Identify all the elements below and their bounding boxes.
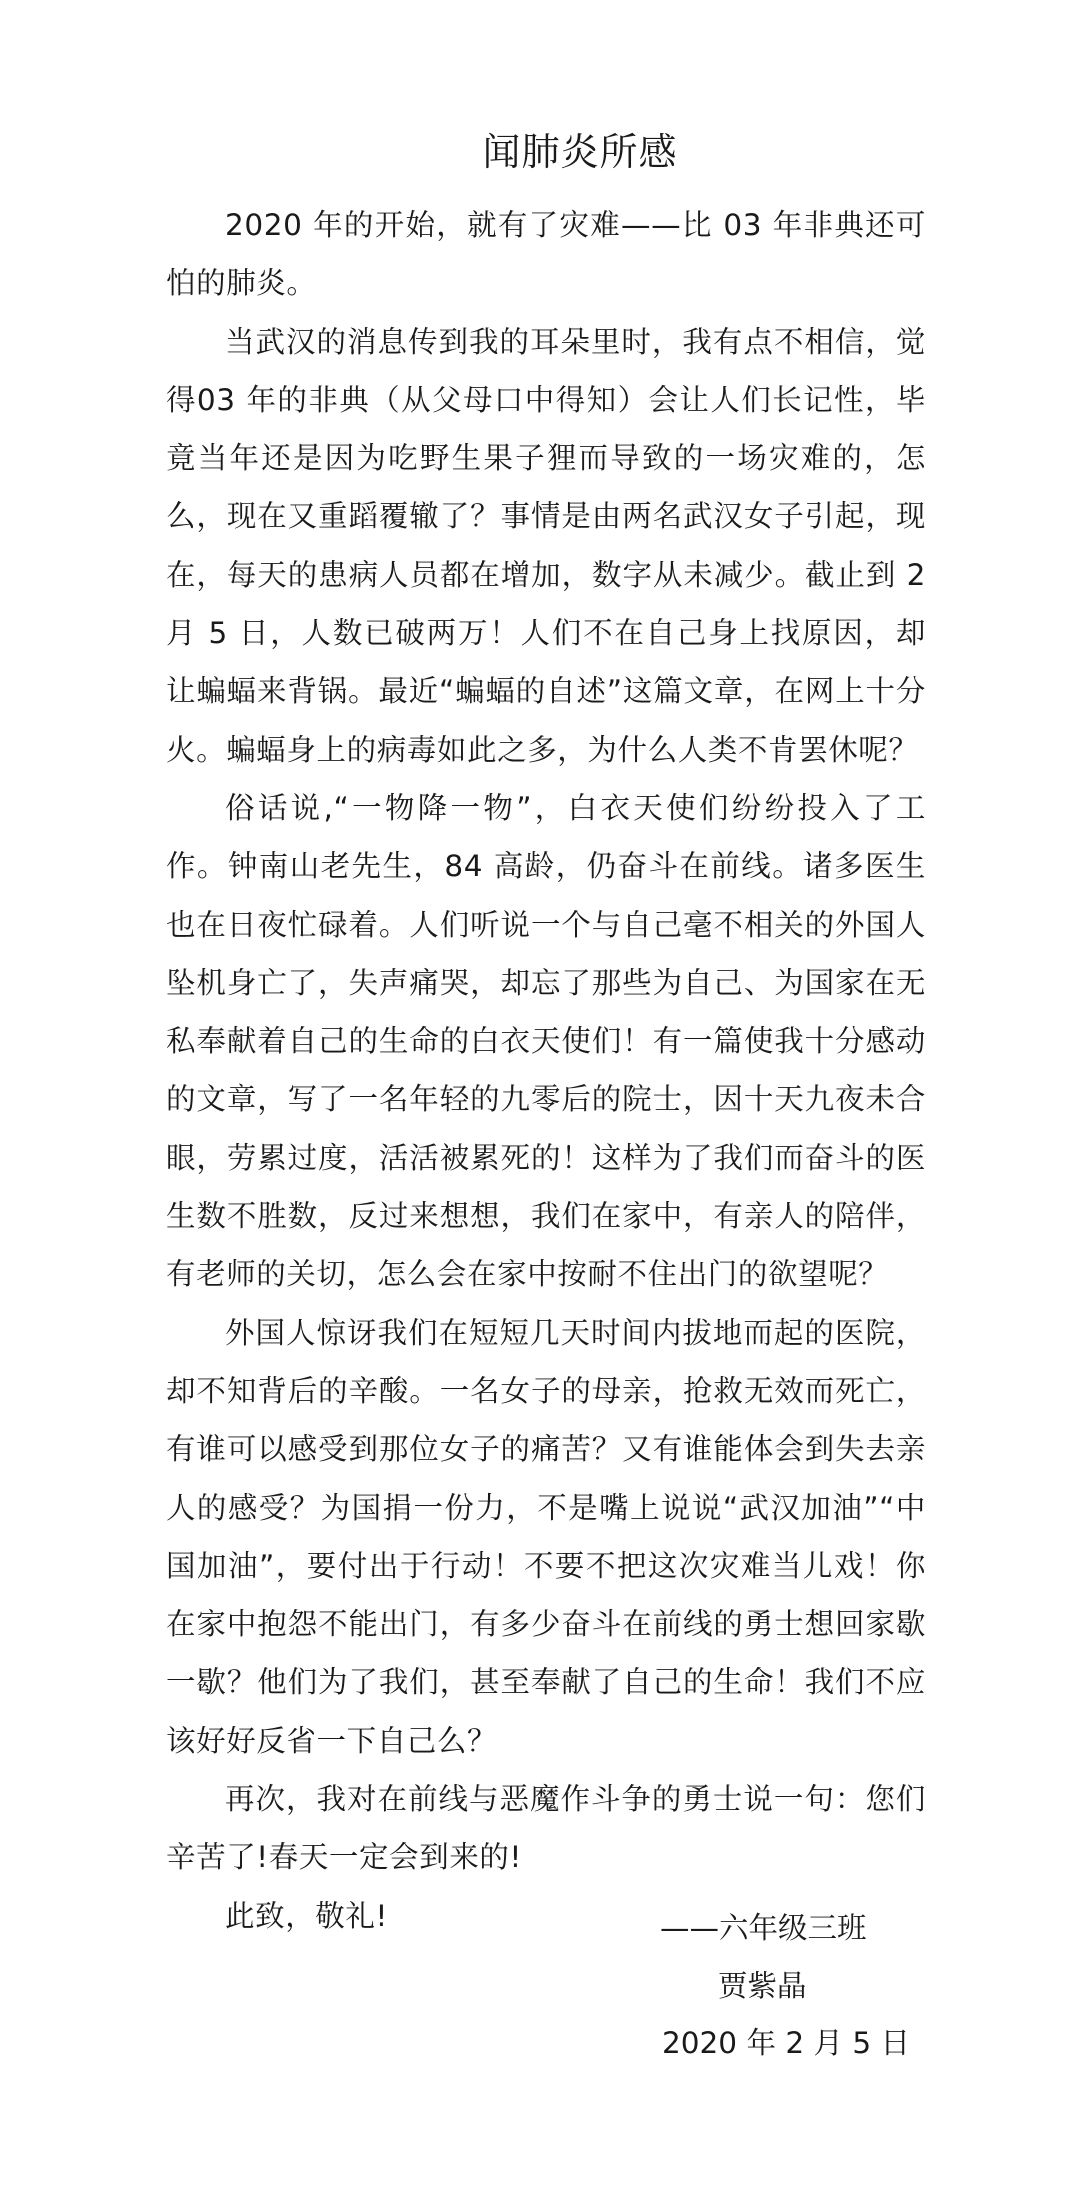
- paragraph: 外国人惊讶我们在短短几天时间内拔地而起的医院，却不知背后的辛酸。一名女子的母亲，抢救无效而死亡，有谁可以感受到那位女子的痛苦？又有谁能体会到失去亲人的感受？为国捐一份力，不是嘴上说说“武汉加油”“中国加油”，要付出于行动！不要不把这次灾难当儿戏！你在家中抱怨不能出门，有多少奋斗在前线的勇士想回家歇一歇？他们为了我们，甚至奉献了自己的生命！我们不应该好好反省一下自己么？: [166, 1315, 926, 1758]
- paragraph: 俗话说,“一物降一物”，白衣天使们纷纷投入了工作。钟南山老先生，84 高龄，仍奋斗在前线。诸多医生也在日夜忙碌着。人们听说一个与自己毫不相关的外国人坠机身亡了，失声痛哭，却忘了那些为自己、为国家在无私奉献着自己的生命的白衣天使们！有一篇使我十分感动的文章，写了一名年轻的九零后的院士，因十天九夜未合眼，劳累过度，活活被累死的！这样为了我们而奋斗的医生数不胜数，反过来想想，我们在家中，有亲人的陪伴，有老师的关切，怎么会在家中按耐不住出门的欲望呢？: [166, 790, 926, 1292]
- paragraph: 当武汉的消息传到我的耳朵里时，我有点不相信，觉得03 年的非典（从父母口中得知）会让人们长记性，毕竟当年还是因为吃野生果子狸而导致的一场灾难的，怎么，现在又重蹈覆辙了？事情是由两名武汉女子引起，现在，每天的患病人员都在增加，数字从未减少。截止到 2 月 5 日，人数已破两万！人们不在自己身上找原因，却让蝙蝠来背锅。最近“蝙蝠的自述”这篇文章，在网上十分火。蝙蝠身上的病毒如此之多，为什么人类不肯罢休呢？: [166, 324, 926, 767]
- paragraph: 2020 年的开始，就有了灾难——比 03 年非典还可怕的肺炎。: [166, 208, 926, 301]
- signature-date: 2020 年 2 月 5 日: [662, 2026, 910, 2060]
- document-title: 闻肺炎所感: [482, 130, 678, 174]
- paragraph: 再次，我对在前线与恶魔作斗争的勇士说一句：您们辛苦了!春天一定会到来的!: [166, 1782, 926, 1875]
- document-body: [166, 196, 926, 1945]
- closing-salutation: 此致，敬礼!: [225, 1898, 388, 1933]
- signature-name: 贾紫晶: [718, 1969, 807, 2003]
- signature-class: ——六年级三班: [660, 1911, 867, 1945]
